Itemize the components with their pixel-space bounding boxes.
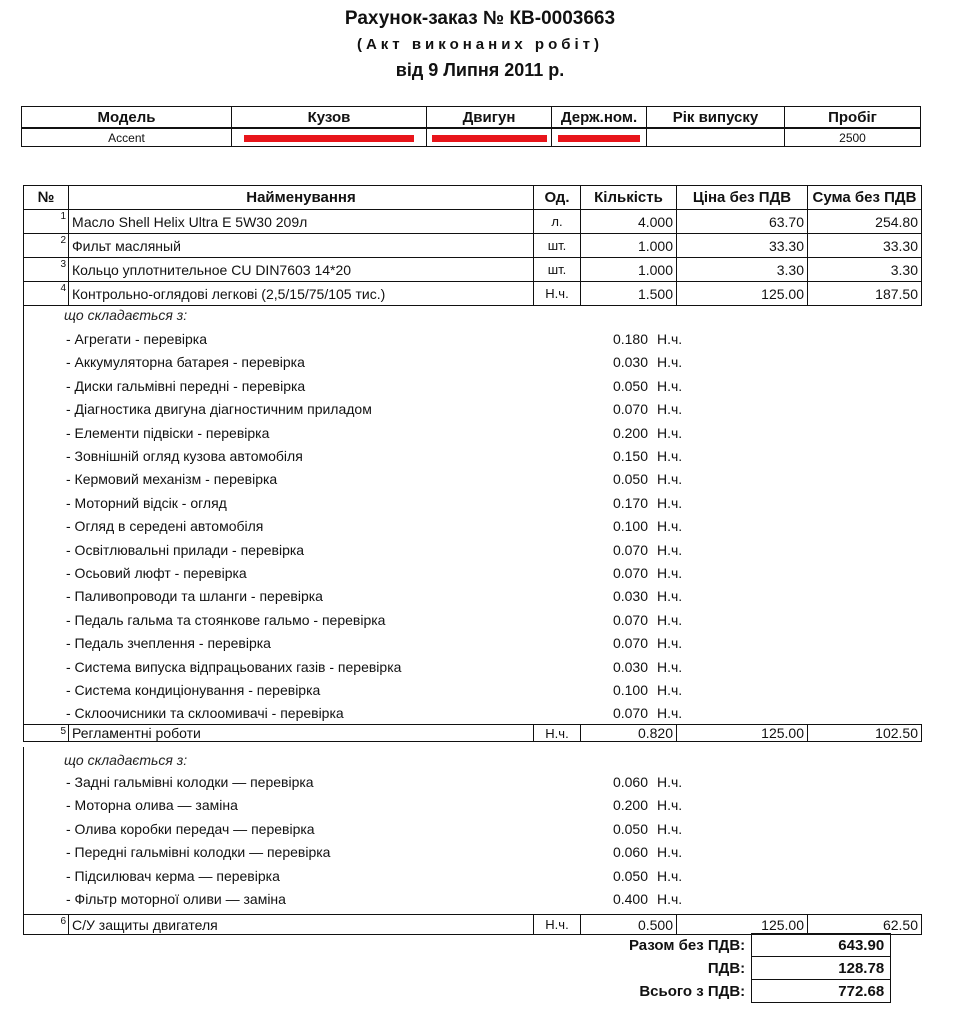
subitem-unit: Н.ч. <box>657 541 683 558</box>
consists-label: що складається з: <box>64 752 188 768</box>
table-row <box>24 725 922 742</box>
subitem-qty: 0.170 <box>612 494 648 511</box>
row-unit: шт. <box>534 258 581 282</box>
row-name: Фильт масляный <box>69 234 534 258</box>
row-sum: 62.50 <box>808 915 922 935</box>
subitem-name: - Педаль зчеплення - перевірка <box>66 635 271 652</box>
subitem-name: - Зовнішній огляд кузова автомобіля <box>66 448 303 464</box>
row-unit: Н.ч. <box>534 725 581 742</box>
subitem-qty: 0.050 <box>612 377 648 394</box>
subitem-name: - Агрегати - перевірка <box>66 331 208 347</box>
row-price: 125.00 <box>677 725 808 742</box>
redaction-mark <box>244 135 414 142</box>
subitem-name: - Педаль гальма та стоянкове гальмо - перевірка <box>66 611 386 628</box>
subitem-unit: Н.ч. <box>657 377 683 394</box>
total-value: 772.68 <box>752 980 891 1003</box>
consists-label: що складається з: <box>64 307 188 323</box>
subitem-name: - Фільтр моторної оливи — заміна <box>66 891 286 907</box>
row-qty: 1.000 <box>581 234 677 258</box>
subitem-unit: Н.ч. <box>657 518 683 535</box>
subitem-unit: Н.ч. <box>657 844 683 861</box>
subitem-qty: 0.150 <box>612 448 648 464</box>
table-row <box>24 234 922 258</box>
col-header-sum: Сума без ПДВ <box>808 186 922 210</box>
subitem-name: - Диски гальмівні передні - перевірка <box>66 377 306 394</box>
row-price: 125.00 <box>677 915 808 935</box>
items-table-row-6 <box>23 914 922 935</box>
subitem-unit: Н.ч. <box>657 494 683 511</box>
subitem-name: - Огляд в середені автомобіля <box>66 518 264 535</box>
subitem-unit: Н.ч. <box>657 797 683 814</box>
row-sum: 33.30 <box>808 234 922 258</box>
row-price: 3.30 <box>677 258 808 282</box>
row-number: 3 <box>24 258 69 282</box>
subitem-unit: Н.ч. <box>657 611 683 628</box>
subitem-qty: 0.050 <box>612 867 648 884</box>
document-title: Рахунок-заказ № КВ-0003663 <box>344 8 616 29</box>
row-name: Регламентні роботи <box>69 725 534 742</box>
row-sum: 187.50 <box>808 282 922 306</box>
subitem-name: - Паливопроводи та шланги - перевірка <box>66 588 323 605</box>
subitem-unit: Н.ч. <box>657 820 683 837</box>
table-row <box>24 210 922 234</box>
vehicle-header-plate: Держ.ном. <box>552 107 647 129</box>
subitem-name: - Олива коробки передач — перевірка <box>66 820 315 837</box>
redaction-mark <box>558 135 640 142</box>
vehicle-year <box>647 128 785 147</box>
vehicle-plate-redacted <box>552 128 647 147</box>
subitem-qty: 0.100 <box>612 682 648 698</box>
col-header-price: Ціна без ПДВ <box>677 186 808 210</box>
subitem-name: - Система випуска відпрацьованих газів - перевірка <box>66 658 402 675</box>
subitem-name: - Елементи підвіски - перевірка <box>66 424 270 441</box>
subitem-unit: Н.ч. <box>657 354 683 371</box>
vehicle-header-year: Рік випуску <box>647 107 785 129</box>
subitem-unit: Н.ч. <box>657 331 683 347</box>
subitem-name: - Склоочисники та склоомивачі - перевірка <box>66 705 344 722</box>
row-price: 125.00 <box>677 282 808 306</box>
row-number: 6 <box>24 915 69 935</box>
vehicle-mileage: 2500 <box>785 128 921 147</box>
subitem-qty: 0.200 <box>612 797 648 814</box>
subitem-qty: 0.070 <box>612 611 648 628</box>
subitem-name: - Передні гальмівні колодки — перевірка <box>66 844 331 861</box>
items-table-row-5 <box>23 724 922 742</box>
row-number: 1 <box>24 210 69 234</box>
vehicle-table <box>21 106 921 147</box>
subitem-name: - Моторний відсік - огляд <box>66 494 227 511</box>
subitem-name: - Освітлювальні прилади - перевірка <box>66 541 305 558</box>
subitem-qty: 0.100 <box>612 518 648 535</box>
document-date: від 9 Липня 2011 р. <box>395 60 565 80</box>
subitem-unit: Н.ч. <box>657 471 683 488</box>
row-sum: 102.50 <box>808 725 922 742</box>
vehicle-header-body: Кузов <box>232 107 427 129</box>
table-row <box>24 258 922 282</box>
subitem-unit: Н.ч. <box>657 682 683 698</box>
subitem-unit: Н.ч. <box>657 867 683 884</box>
subitem-qty: 0.060 <box>612 774 648 790</box>
table-row <box>24 282 922 306</box>
row-name: Масло Shell Helix Ultra E 5W30 209л <box>69 210 534 234</box>
row-unit: Н.ч. <box>534 282 581 306</box>
subitem-unit: Н.ч. <box>657 774 683 790</box>
subitem-unit: Н.ч. <box>657 448 683 464</box>
row-price: 63.70 <box>677 210 808 234</box>
col-header-qty: Кількість <box>581 186 677 210</box>
document-subtitle: (Акт виконаних робіт) <box>356 36 604 53</box>
subitem-qty: 0.200 <box>612 424 648 441</box>
row-unit: шт. <box>534 234 581 258</box>
row-sum: 3.30 <box>808 258 922 282</box>
vehicle-header-engine: Двигун <box>427 107 552 129</box>
subitem-unit: Н.ч. <box>657 891 683 907</box>
row-number: 4 <box>24 282 69 306</box>
subitem-unit: Н.ч. <box>657 565 683 581</box>
row-qty: 1.500 <box>581 282 677 306</box>
subitem-qty: 0.050 <box>612 820 648 837</box>
subitem-qty: 0.070 <box>612 565 648 581</box>
subitem-qty: 0.030 <box>612 588 648 605</box>
row-qty: 0.820 <box>581 725 677 742</box>
subitem-unit: Н.ч. <box>657 705 683 722</box>
subitem-qty: 0.030 <box>612 354 648 371</box>
subitem-qty: 0.070 <box>612 401 648 418</box>
row-qty: 4.000 <box>581 210 677 234</box>
row-name: С/У защиты двигателя <box>69 915 534 935</box>
subitem-name: - Підсилювач керма — перевірка <box>66 867 280 884</box>
subitem-qty: 0.050 <box>612 471 648 488</box>
subtotal-label: Разом без ПДВ: <box>629 936 746 954</box>
col-header-no: № <box>24 186 69 210</box>
row-name: Кольцо уплотнительное CU DIN7603 14*20 <box>69 258 534 282</box>
vehicle-header-mileage: Пробіг <box>785 107 921 129</box>
vehicle-body-redacted <box>232 128 427 147</box>
subitem-name: - Моторна олива — заміна <box>66 797 238 814</box>
subitem-qty: 0.060 <box>612 844 648 861</box>
vat-label: ПДВ: <box>707 959 746 977</box>
subitem-qty: 0.400 <box>612 891 648 907</box>
row-qty: 1.000 <box>581 258 677 282</box>
subitem-qty: 0.070 <box>612 541 648 558</box>
row-name: Контрольно-оглядові легкові (2,5/15/75/105 тис.) <box>69 282 534 306</box>
subitem-name: - Осьовий люфт - перевірка <box>66 565 247 581</box>
col-header-name: Найменування <box>69 186 534 210</box>
subitem-name: - Діагностика двигуна діагностичним приладом <box>66 401 372 418</box>
vat-value: 128.78 <box>752 957 891 980</box>
subitem-unit: Н.ч. <box>657 635 683 652</box>
total-label: Всього з ПДВ: <box>639 982 746 1000</box>
row-sum: 254.80 <box>808 210 922 234</box>
subitem-name: - Система кондиціонування - перевірка <box>66 682 321 698</box>
row-number: 5 <box>24 725 69 742</box>
subitem-qty: 0.030 <box>612 658 648 675</box>
row-price: 33.30 <box>677 234 808 258</box>
subitem-qty: 0.070 <box>612 635 648 652</box>
subitem-unit: Н.ч. <box>657 658 683 675</box>
items-table <box>23 185 922 306</box>
redaction-mark <box>432 135 547 142</box>
subitem-name: - Задні гальмівні колодки — перевірка <box>66 774 314 790</box>
table-row <box>24 915 922 935</box>
vehicle-model: Accent <box>22 128 232 147</box>
subtotal-value: 643.90 <box>752 934 891 957</box>
subitem-qty: 0.070 <box>612 705 648 722</box>
subitem-qty: 0.180 <box>612 331 648 347</box>
subitem-unit: Н.ч. <box>657 588 683 605</box>
col-header-unit: Од. <box>534 186 581 210</box>
subitem-unit: Н.ч. <box>657 424 683 441</box>
vehicle-header-model: Модель <box>22 107 232 129</box>
row-qty: 0.500 <box>581 915 677 935</box>
row-number: 2 <box>24 234 69 258</box>
vehicle-engine-redacted <box>427 128 552 147</box>
subitem-name: - Аккумуляторна батарея - перевірка <box>66 354 305 371</box>
row-unit: л. <box>534 210 581 234</box>
subitem-name: - Кермовий механізм - перевірка <box>66 471 278 488</box>
row-unit: Н.ч. <box>534 915 581 935</box>
subitem-unit: Н.ч. <box>657 401 683 418</box>
totals-table <box>623 933 891 1003</box>
